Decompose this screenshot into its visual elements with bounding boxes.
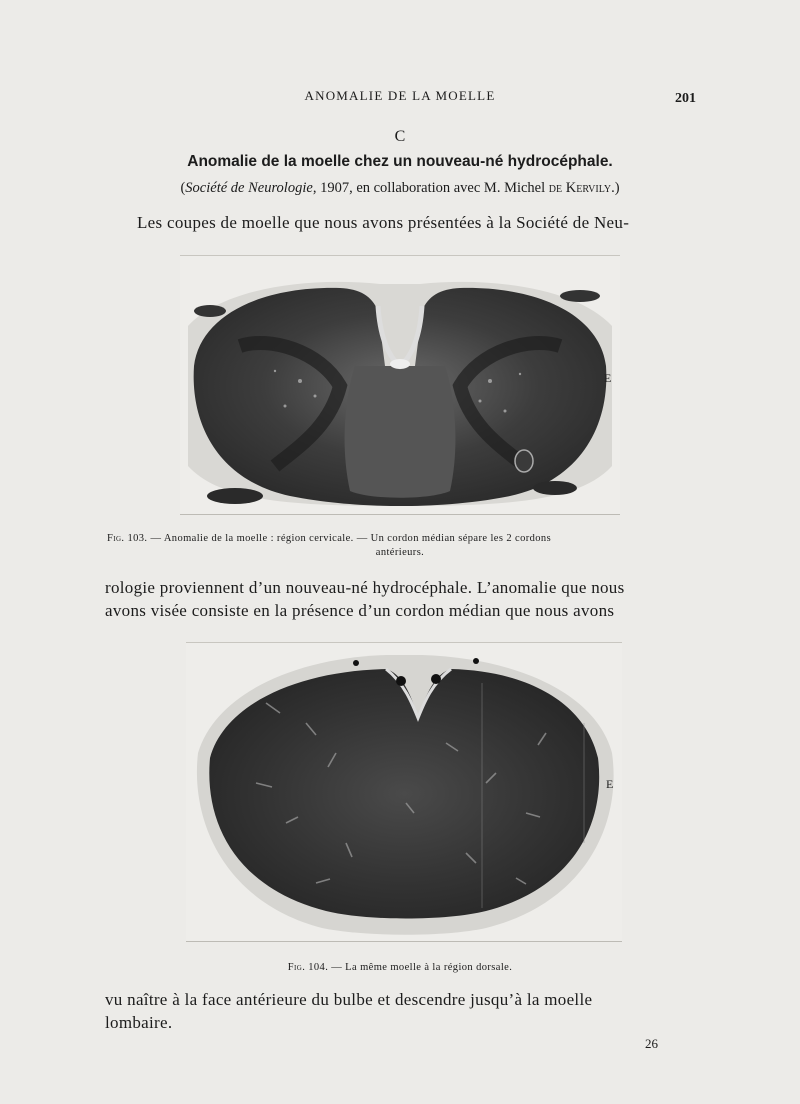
- article-subtitle: [0, 180, 800, 197]
- body-line-5: lombaire.: [105, 1013, 173, 1032]
- article-title: Anomalie de la moelle chez un nouveau-né hydrocéphale.: [187, 153, 613, 170]
- subtitle-paren-open: (: [180, 180, 186, 196]
- spinal-cord-dorsal-section: [186, 643, 622, 941]
- subtitle-society: Société de Neurologie: [185, 180, 313, 196]
- page-number: 201: [675, 91, 696, 106]
- figure-104-label: Fig. 104.: [287, 962, 329, 973]
- figure-104-caption-text: — La même moelle à la région dorsale.: [328, 962, 513, 973]
- figure-104-marker: E: [606, 777, 614, 791]
- body-line-3: avons visée consiste en la présence d’un cordon médian que nous avons: [105, 601, 615, 620]
- body-line-2: rologie proviennent d’un nouveau-né hydrocéphale. L’anomalie que nous: [105, 578, 625, 597]
- figure-103-caption-line1: [107, 533, 551, 544]
- subtitle-paren-close: .): [611, 180, 620, 196]
- section-letter: C: [394, 128, 406, 145]
- figure-103-marker: E: [604, 371, 612, 385]
- signature-mark: 26: [645, 1036, 658, 1051]
- spinal-cord-cervical-section: [180, 256, 620, 514]
- figure-104-caption: [0, 962, 800, 973]
- figure-103-caption-line2: antérieurs.: [375, 547, 425, 558]
- figure-103-image: [180, 255, 620, 515]
- running-head: ANOMALIE DE LA MOELLE: [304, 88, 496, 103]
- body-line-4: vu naître à la face antérieure du bulbe et descendre jusqu’à la moelle: [105, 990, 593, 1009]
- body-line-1: Les coupes de moelle que nous avons présentées à la Société de Neu-: [137, 213, 630, 232]
- figure-104-image: [186, 642, 622, 942]
- subtitle-author: de Kervily: [548, 180, 612, 196]
- figure-103-label: Fig. 103.: [107, 533, 148, 544]
- subtitle-rest: , 1907, en collaboration avec M. Michel: [312, 180, 549, 196]
- figure-103-caption-text: — Anomalie de la moelle : région cervicale. — Un cordon médian sépare les 2 cordons: [147, 533, 552, 544]
